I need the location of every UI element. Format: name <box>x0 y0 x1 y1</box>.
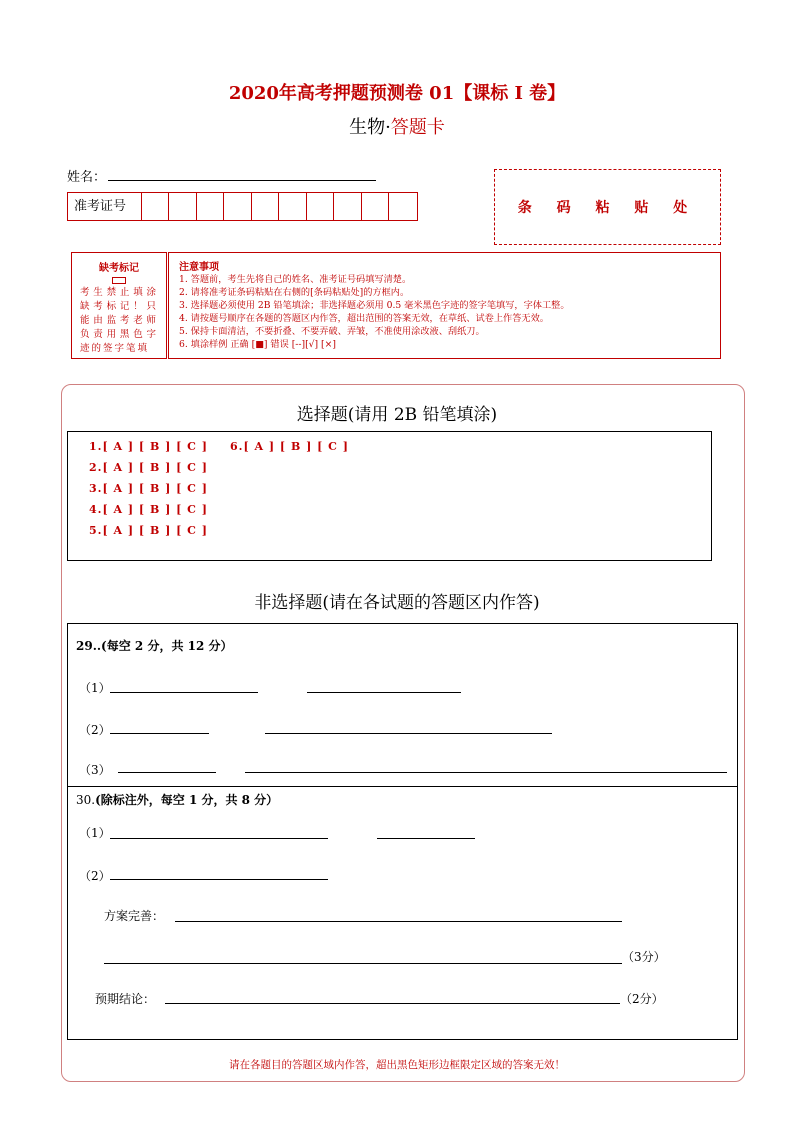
choice-num: 1. <box>89 440 103 453</box>
q29-part2-label: （2） <box>79 723 111 737</box>
q30-head: (除标注外，每空 1 分，共 8 分） <box>95 793 279 807</box>
notes-item: 1. 答题前，考生先将自己的姓名、准考证号码填写清楚。 <box>179 274 412 285</box>
notes-item: 2. 请将准考证条码粘贴在右侧的[条码粘贴处]的方框内。 <box>179 287 410 298</box>
missing-exam-title: 缺考标记 <box>99 263 139 274</box>
q29-p1-blank1[interactable] <box>110 692 258 693</box>
choice-num: 6. <box>230 440 244 453</box>
q30-part1-label: （1） <box>79 826 111 840</box>
q30-expect-label: 预期结论： <box>95 992 156 1006</box>
exam-id-cell[interactable] <box>142 193 170 220</box>
subject-label: 生物 <box>349 117 386 138</box>
choice-num: 5. <box>89 524 103 537</box>
choice-options[interactable]: [ A ] [ B ] [ C ] <box>102 482 208 495</box>
q29-p3-blank2[interactable] <box>245 772 727 773</box>
page-subtitle <box>0 113 794 139</box>
q30-num: 30. <box>76 793 96 807</box>
q29-header: 29..(每空 2 分，共 12 分） <box>76 639 233 653</box>
notes-item: 6. 填涂样例 正确 [■] 错误 [--][√] [×] <box>179 339 336 350</box>
choice-item-2[interactable] <box>89 461 208 474</box>
choice-num: 2. <box>89 461 103 474</box>
exam-id-cell[interactable] <box>334 193 362 220</box>
exam-id-cell[interactable] <box>307 193 335 220</box>
choice-options[interactable]: [ A ] [ B ] [ C ] <box>102 503 208 516</box>
nonchoice-section-title: 非选择题(请在各试题的答题区内作答) <box>254 593 540 613</box>
choice-section-title: 选择题(请用 2B 铅笔填涂) <box>296 405 498 425</box>
q30-plan-label: 方案完善： <box>104 909 165 923</box>
choice-num: 4. <box>89 503 103 516</box>
choice-options[interactable]: [ A ] [ B ] [ C ] <box>102 524 208 537</box>
missing-exam-checkbox[interactable] <box>112 277 126 284</box>
q30-part2-label: （2） <box>79 869 111 883</box>
barcode-area: 条 码 粘 贴 处 <box>494 169 721 245</box>
exam-id-cell[interactable] <box>389 193 417 220</box>
choice-item-1[interactable] <box>89 440 208 453</box>
q29-part3-label: （3） <box>79 763 111 777</box>
question-divider <box>67 786 738 787</box>
missing-exam-box <box>71 252 167 359</box>
q30-score-3: （3分） <box>622 950 666 964</box>
exam-id-label: 准考证号 <box>68 193 142 220</box>
notes-title: 注意事项 <box>179 262 219 273</box>
q30-header <box>76 789 278 808</box>
missing-exam-text: 考生禁止填涂缺考标记！只能由监考老师负责用黑色字迹的签字笔填 <box>80 287 158 354</box>
q29-p1-blank2[interactable] <box>307 692 461 693</box>
choice-options[interactable]: [ A ] [ B ] [ C ] <box>102 440 208 453</box>
notes-item: 4. 请按题号顺序在各题的答题区内作答，超出范围的答案无效，在草纸、试卷上作答无效。 <box>179 313 549 324</box>
q29-part1-label: （1） <box>79 681 111 695</box>
q30-p2-blank1[interactable] <box>110 879 328 880</box>
name-input-line[interactable] <box>108 180 376 181</box>
name-label: 姓名： <box>67 170 107 185</box>
choice-item-4[interactable] <box>89 503 208 516</box>
answer-card-label: 答题卡 <box>390 117 445 138</box>
q30-p1-blank2[interactable] <box>377 838 475 839</box>
choice-options[interactable]: [ A ] [ B ] [ C ] <box>102 461 208 474</box>
q29-p3-blank1[interactable] <box>118 772 216 773</box>
exam-id-cell[interactable] <box>224 193 252 220</box>
choice-item-3[interactable] <box>89 482 208 495</box>
q30-score-2: （2分） <box>620 992 664 1006</box>
notes-item: 5. 保持卡面清洁，不要折叠、不要弄破、弄皱，不准使用涂改液、刮纸刀。 <box>179 326 485 337</box>
exam-id-cell[interactable] <box>279 193 307 220</box>
notes-item: 3. 选择题必须使用 2B 铅笔填涂；非选择题必须用 0.5 毫米黑色字迹的签字笔填写，字体工整。 <box>179 300 570 311</box>
subtitle-dot: · <box>385 117 391 138</box>
nonchoice-box <box>67 623 738 1040</box>
exam-id-cell[interactable] <box>362 193 390 220</box>
choice-item-6[interactable] <box>230 440 349 453</box>
page-title: 2020年高考押题预测卷 01【课标 I 卷】 <box>228 83 566 104</box>
choice-item-5[interactable] <box>89 524 208 537</box>
choice-options[interactable]: [ A ] [ B ] [ C ] <box>243 440 349 453</box>
q29-p2-blank2[interactable] <box>265 733 552 734</box>
notes-box <box>168 252 721 359</box>
q30-p1-blank1[interactable] <box>110 838 328 839</box>
q30-plan-blank2[interactable] <box>104 963 622 964</box>
q29-p2-blank1[interactable] <box>110 733 209 734</box>
q30-plan-blank1[interactable] <box>175 921 622 922</box>
exam-id-cell[interactable] <box>197 193 225 220</box>
exam-id-grid <box>67 192 418 221</box>
footer-warning: 请在各题目的答题区域内作答，超出黑色矩形边框限定区域的答案无效！ <box>229 1059 565 1071</box>
exam-id-cell[interactable] <box>169 193 197 220</box>
exam-id-cell[interactable] <box>252 193 280 220</box>
choice-num: 3. <box>89 482 103 495</box>
q30-expect-blank[interactable] <box>165 1003 620 1004</box>
